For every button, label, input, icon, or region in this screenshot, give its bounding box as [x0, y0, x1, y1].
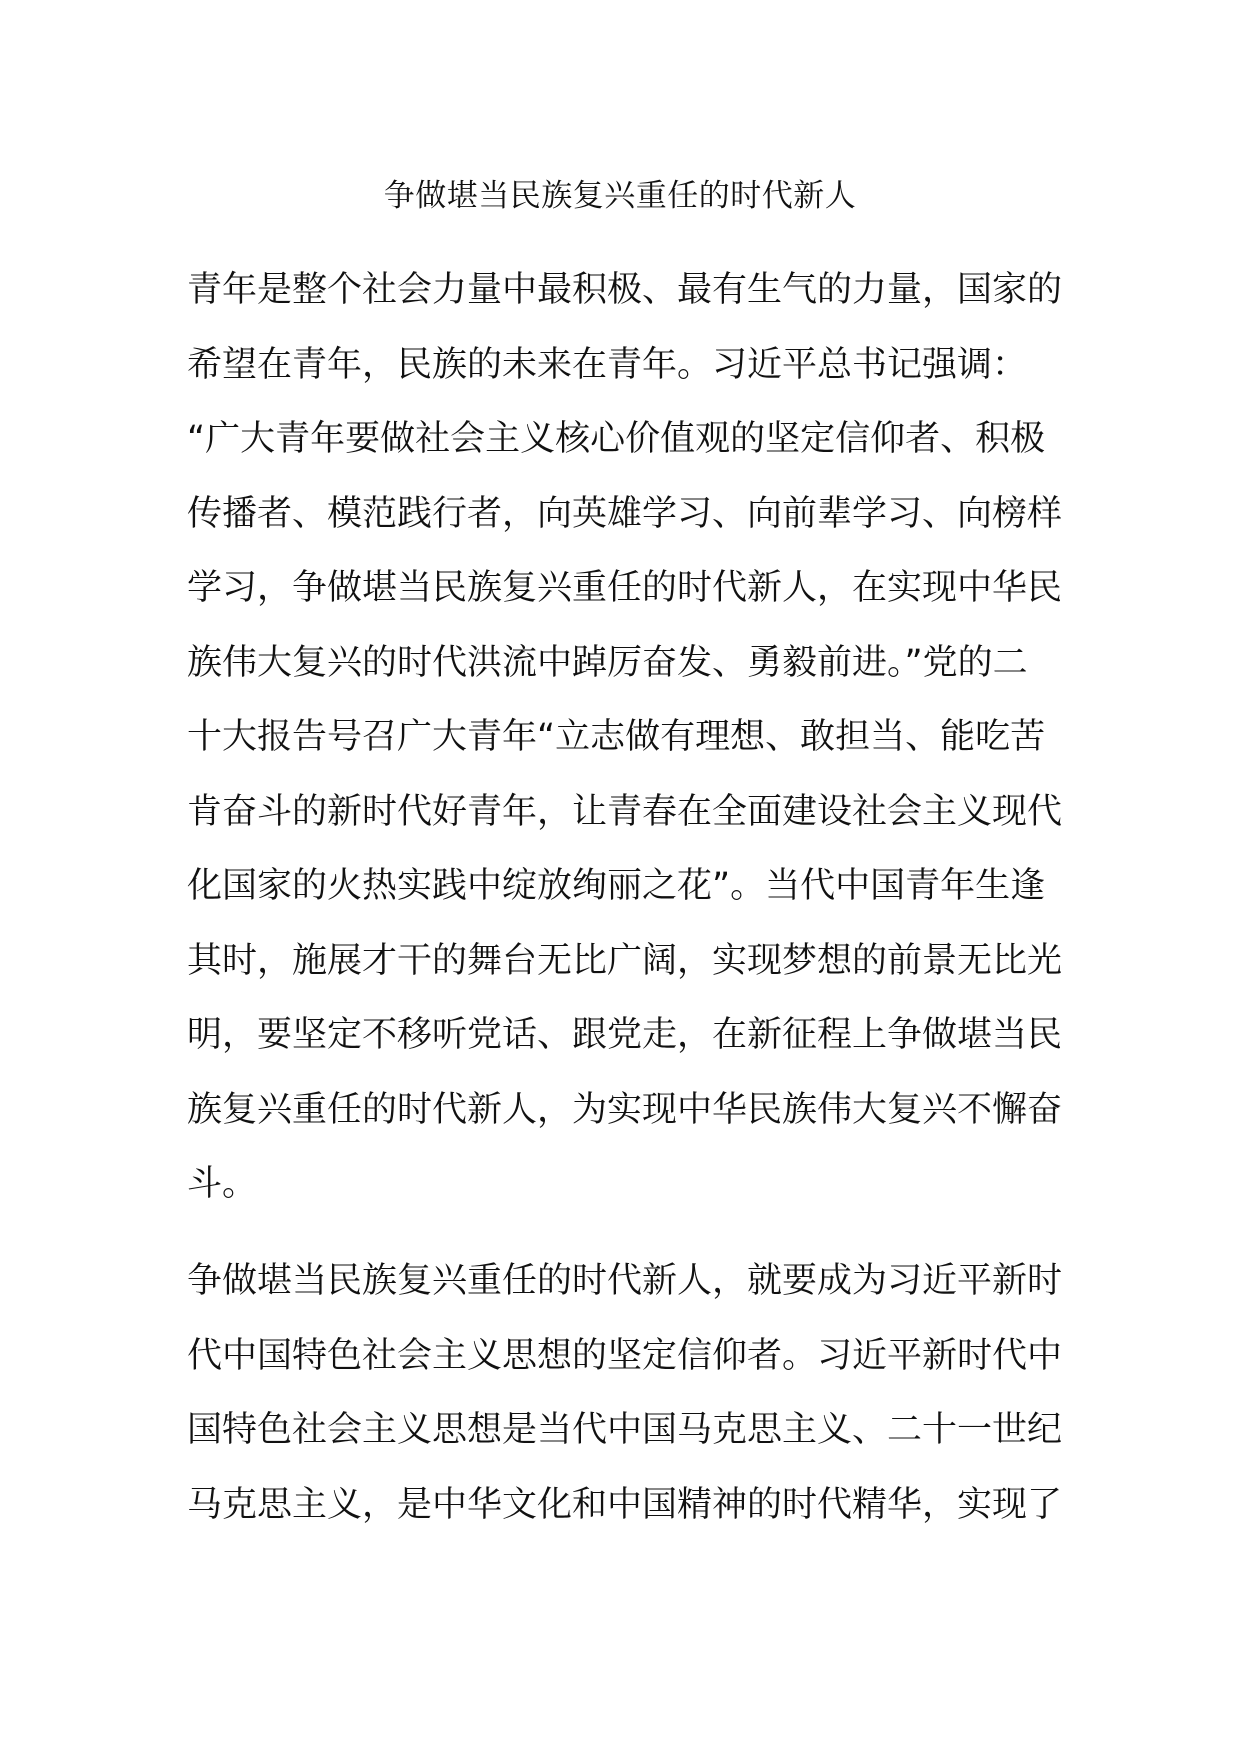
- paragraph-line: 青年是整个社会力量中最积极、最有生气的力量，国家的: [187, 270, 1063, 310]
- paragraph-line: “广大青年要做社会主义核心价值观的坚定信仰者、积极: [187, 419, 1046, 459]
- paragraph-line: 明，要坚定不移听党话、跟党走，在新征程上争做堪当民: [187, 1015, 1063, 1055]
- paragraph-1: [187, 253, 1063, 1222]
- paragraph-line: 传播者、模范践行者，向英雄学习、向前辈学习、向榜样: [187, 493, 1063, 534]
- paragraph-line: 肯奋斗的新时代好青年，让青春在全面建设社会主义现代: [187, 791, 1063, 832]
- paragraph-line: 争做堪当民族复兴重任的时代新人，就要成为习近平新时: [187, 1261, 1063, 1301]
- paragraph-line: 族伟大复兴的时代洪流中踔厉奋发、勇毅前进。”党的二: [187, 642, 1028, 683]
- paragraph-line: 希望在青年，民族的未来在青年。习近平总书记强调：: [187, 344, 1028, 385]
- document-title: 争做堪当民族复兴重任的时代新人: [383, 178, 857, 214]
- paragraph-line: 斗。: [187, 1164, 258, 1204]
- paragraph-line: 代中国特色社会主义思想的坚定信仰者。习近平新时代中: [187, 1335, 1063, 1376]
- paragraph-line: 学习，争做堪当民族复兴重任的时代新人，在实现中华民: [187, 568, 1063, 608]
- paragraph-2: [187, 1244, 1063, 1542]
- paragraph-line: 十大报告号召广大青年“立志做有理想、敢担当、能吃苦: [187, 717, 1046, 757]
- paragraph-line: 化国家的火热实践中绽放绚丽之花”。当代中国青年生逢: [187, 866, 1046, 906]
- paragraph-line: 其时，施展才干的舞台无比广阔，实现梦想的前景无比光: [187, 940, 1063, 981]
- paragraph-line: 族复兴重任的时代新人，为实现中华民族伟大复兴不懈奋: [187, 1089, 1063, 1130]
- paragraph-line: 国特色社会主义思想是当代中国马克思主义、二十一世纪: [187, 1410, 1063, 1450]
- paragraph-line: 马克思主义，是中华文化和中国精神的时代精华，实现了: [187, 1484, 1063, 1525]
